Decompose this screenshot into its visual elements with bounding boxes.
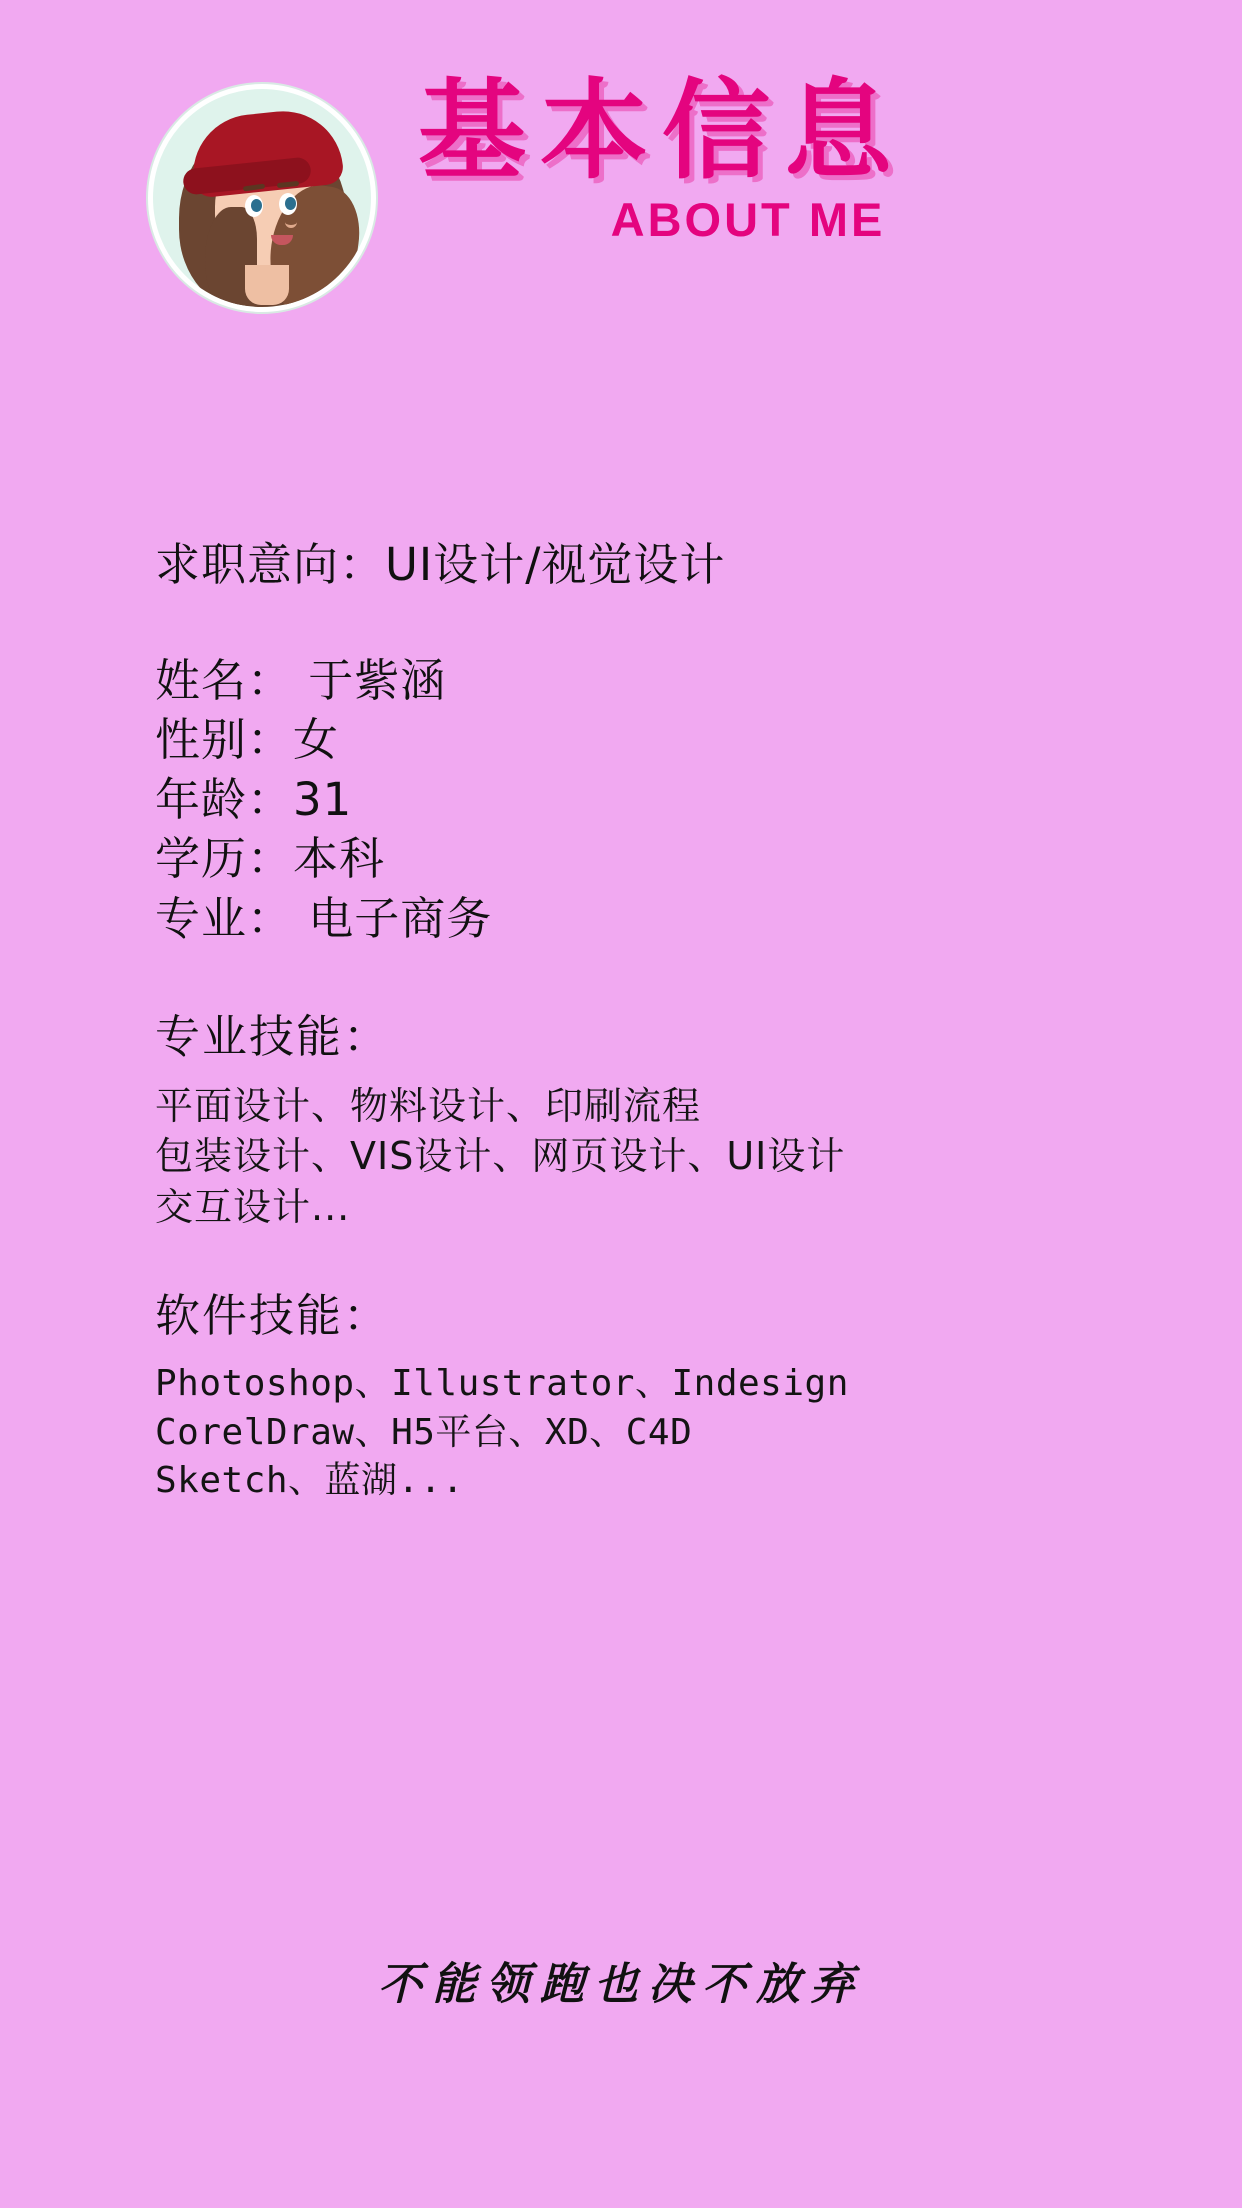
software-line-2: CorelDraw、H5平台、XD、C4D bbox=[155, 1411, 693, 1453]
header bbox=[0, 69, 1242, 338]
software-line-3: Sketch、蓝湖... bbox=[155, 1460, 465, 1502]
fact-age: 年龄：31 bbox=[155, 772, 353, 826]
avatar-pupil-left bbox=[251, 199, 262, 212]
software-title: 软件技能： bbox=[155, 1288, 391, 1342]
skills-line-1: 平面设计、物料设计、印刷流程 bbox=[155, 1083, 702, 1128]
job-objective: 求职意向：UI设计/视觉设计 bbox=[155, 538, 726, 591]
skills-line-2: 包装设计、VIS设计、网页设计、UI设计 bbox=[155, 1134, 846, 1179]
skills-title: 专业技能： bbox=[155, 1009, 391, 1063]
software-line-1: Photoshop、Illustrator、Indesign bbox=[155, 1362, 849, 1404]
page-subtitle: ABOUT ME bbox=[610, 193, 886, 246]
fact-gender: 性别：女 bbox=[155, 713, 340, 767]
fact-education: 学历：本科 bbox=[155, 832, 386, 886]
page-title: 基本信息 bbox=[418, 69, 907, 194]
avatar bbox=[148, 84, 376, 312]
fact-name: 姓名： 于紫涵 bbox=[155, 654, 447, 707]
personal-facts bbox=[155, 651, 1115, 948]
software-body bbox=[155, 1360, 1115, 1507]
fact-major: 专业： 电子商务 bbox=[155, 891, 493, 945]
avatar-neck bbox=[245, 265, 289, 305]
title-block bbox=[418, 69, 1078, 247]
footer-slogan: 不能领跑也决不放弃 bbox=[378, 1959, 864, 2010]
avatar-pupil-right bbox=[285, 197, 296, 210]
content bbox=[155, 528, 1115, 1552]
avatar-nose bbox=[285, 215, 297, 228]
skills-body bbox=[155, 1081, 1115, 1233]
skills-line-3: 交互设计... bbox=[155, 1185, 351, 1230]
